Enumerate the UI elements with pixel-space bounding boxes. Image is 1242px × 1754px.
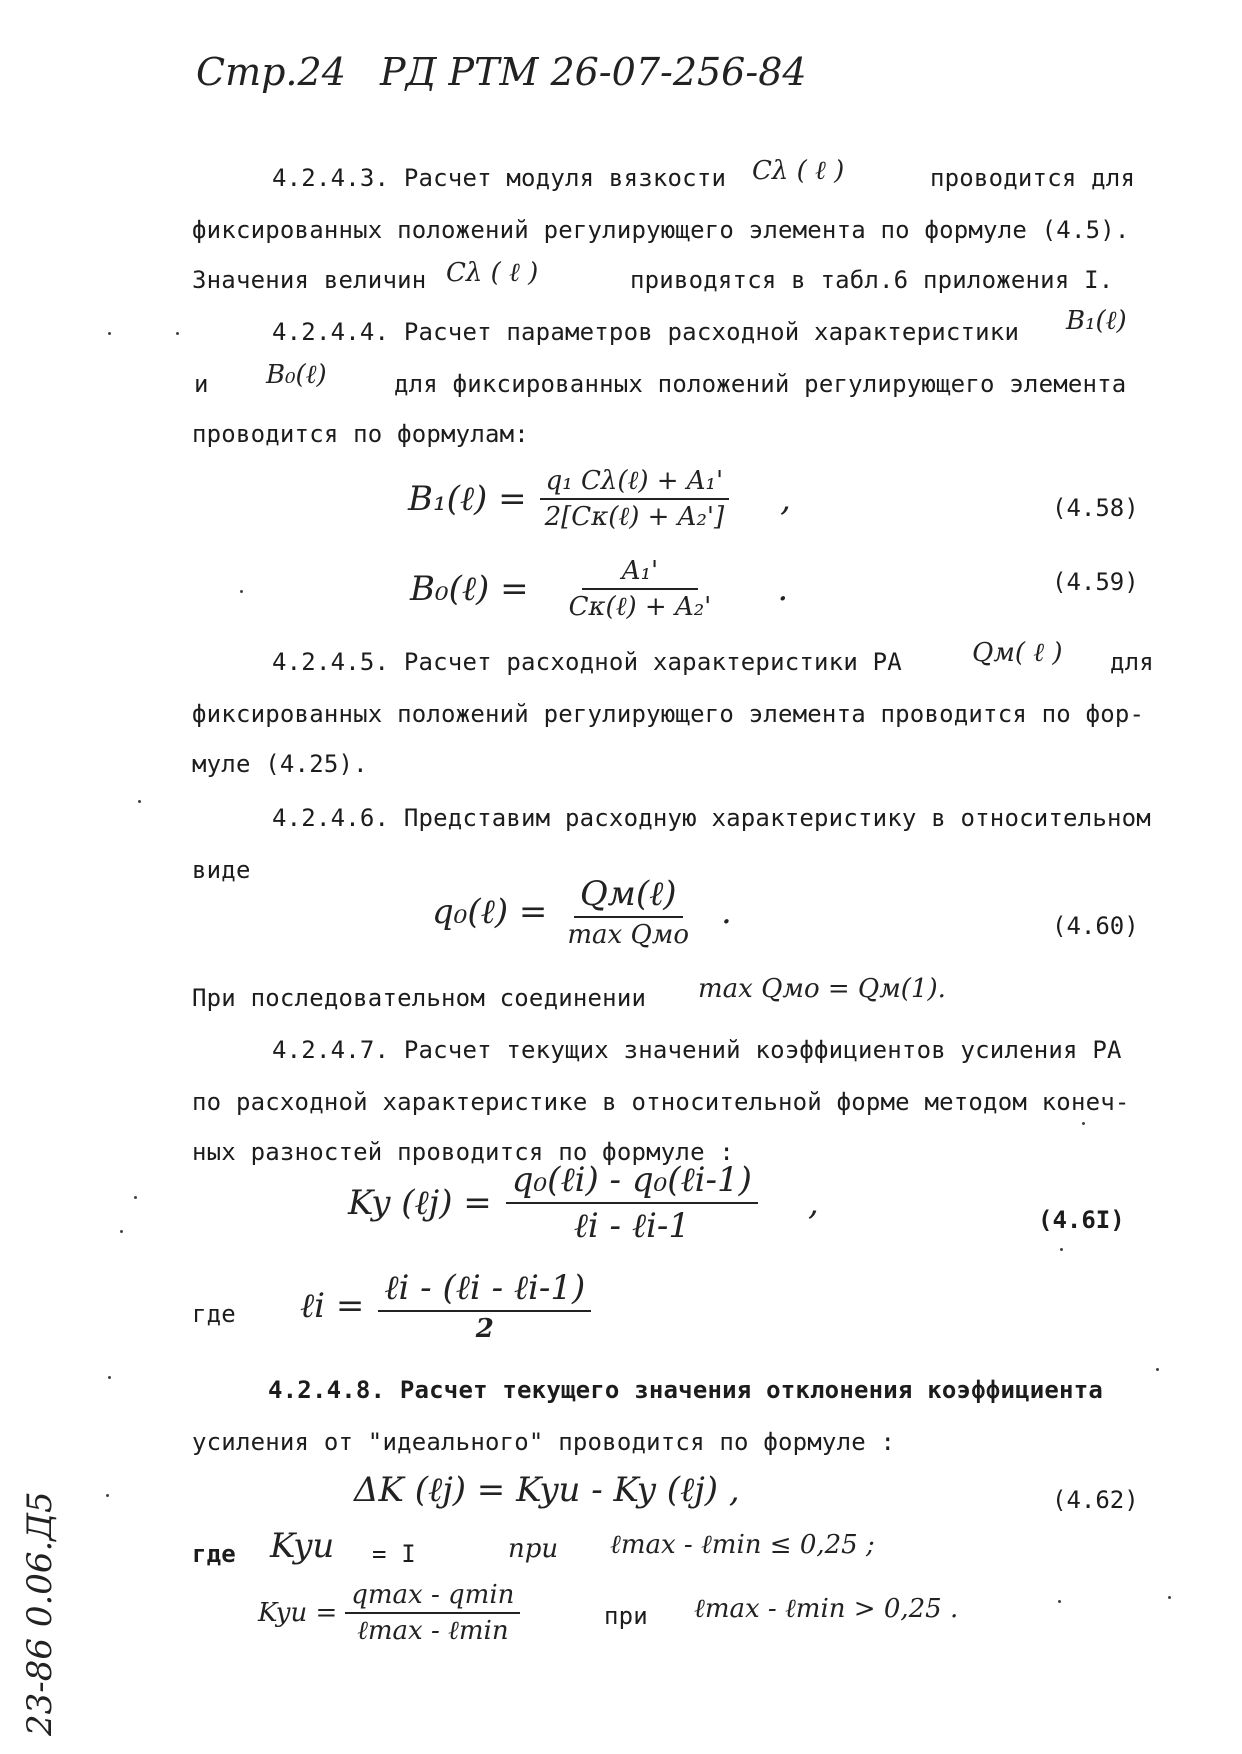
where-label-2: где [192, 1540, 236, 1568]
para-4247-line1: 4.2.4.7. Расчет текущих значений коэффициентов усиления РА [272, 1036, 1122, 1064]
kyu-case1-value: = I [372, 1540, 416, 1568]
formula-li-denominator: 2 [475, 1314, 494, 1344]
formula-4-60 [432, 874, 732, 950]
formula-4-58-fraction [539, 466, 731, 532]
para-4245-line1b: для [1110, 648, 1154, 676]
scan-speck [1060, 1248, 1063, 1251]
scan-speck [108, 1376, 111, 1379]
kyu-case2-when: при [604, 1602, 648, 1630]
formula-4-60-numerator: Qм(ℓ) [574, 874, 683, 918]
equation-number-4-61: (4.6I) [1038, 1206, 1125, 1234]
formula-4-58-denominator: 2[Cκ(ℓ) + A₂'] [544, 502, 725, 532]
scan-speck [240, 590, 243, 593]
kyu-case1-lhs: Kyu [270, 1526, 335, 1566]
formula-4-59-numerator: A₁' [582, 556, 698, 590]
formula-li-lhs: ℓi = [300, 1286, 365, 1326]
equation-number-4-58: (4.58) [1052, 494, 1139, 522]
para-4247-line2: по расходной характеристике в относительной форме методом конеч- [192, 1088, 1130, 1116]
formula-li-numerator: ℓi - (ℓi - ℓi-1) [378, 1268, 591, 1312]
formula-4-58 [408, 466, 791, 532]
formula-4-59-lhs: B₀(ℓ) = [410, 569, 529, 609]
formula-4-62: ΔK (ℓj) = Kyu - Ky (ℓj) , [354, 1470, 740, 1510]
equation-number-4-62: (4.62) [1052, 1486, 1139, 1514]
formula-4-59-denominator: Cκ(ℓ) + A₂' [568, 592, 712, 622]
kyu-case1-condition: ℓmax - ℓmin ≤ 0,25 ; [610, 1530, 875, 1560]
equation-number-4-59: (4.59) [1052, 568, 1139, 596]
para-4245-line2: фиксированных положений регулирующего элемента проводится по фор- [192, 700, 1145, 728]
where-label-1: где [192, 1300, 236, 1328]
formula-4-60-denominator: max Qмо [567, 920, 689, 950]
formula-4-61-fraction [506, 1160, 758, 1246]
scan-speck [134, 1196, 137, 1199]
para-4243-line1a: 4.2.4.3. Расчет модуля вязкости [272, 164, 727, 192]
para-4246-line2: виде [192, 856, 251, 884]
kyu-case2-lhs: Kyu = [258, 1598, 338, 1628]
para-4248-line2: усиления от "идеального" проводится по формуле : [192, 1428, 896, 1456]
kyu-case2-formula [258, 1580, 520, 1646]
viscosity-symbol: Cλ ( ℓ ) [752, 156, 845, 186]
para-4243-line1b: проводится для [930, 164, 1136, 192]
formula-4-61 [348, 1160, 819, 1246]
kyu-case2-condition: ℓmax - ℓmin > 0,25 . [694, 1594, 959, 1624]
formula-4-60-fraction [561, 874, 695, 950]
formula-4-58-lhs: B₁(ℓ) = [408, 479, 527, 519]
para-4244-line3: проводится по формулам: [192, 420, 529, 448]
scan-speck [1156, 1368, 1159, 1371]
para-4244-line2a: и [194, 370, 209, 398]
scan-speck [176, 332, 179, 335]
para-4245-line3: муле (4.25). [192, 750, 368, 778]
para-4245-line1a: 4.2.4.5. Расчет расходной характеристики РА [272, 648, 902, 676]
formula-4-58-comma: , [780, 479, 791, 519]
para-4247-line3: ных разностей проводится по формуле : [192, 1138, 735, 1166]
scan-speck [1082, 1122, 1085, 1125]
para-4243-line2: фиксированных положений регулирующего элемента по формуле (4.5). [192, 216, 1130, 244]
formula-li-midpoint [300, 1268, 591, 1344]
formula-4-61-numerator: q₀(ℓi) - q₀(ℓi-1) [506, 1160, 758, 1204]
formula-4-59-period: . [777, 569, 789, 609]
serial-connection-text: При последовательном соединении [192, 984, 647, 1012]
flow-symbol: Qм( ℓ ) [972, 638, 1063, 668]
kyu-case1-when: при [508, 1534, 559, 1564]
scan-speck [120, 1230, 123, 1233]
margin-handwritten-note: 23-86 0.06.Д5 [20, 1491, 60, 1736]
formula-4-61-comma: , [807, 1183, 819, 1223]
b1-symbol: B₁(ℓ) [1066, 306, 1127, 336]
scan-speck [1168, 1596, 1171, 1599]
para-4243-line3b: приводятся в табл.6 приложения I. [630, 266, 1114, 294]
formula-4-59 [410, 556, 788, 622]
para-4246-line1: 4.2.4.6. Представим расходную характеристику в относительном [272, 804, 1151, 832]
viscosity-symbol-2: Cλ ( ℓ ) [446, 258, 539, 288]
kyu-case2-fraction [345, 1580, 520, 1646]
formula-li-fraction [378, 1268, 591, 1344]
equation-number-4-60: (4.60) [1052, 912, 1139, 940]
serial-connection-formula: max Qмо = Qм(1). [698, 974, 946, 1004]
formula-4-58-numerator: q₁ Cλ(ℓ) + A₁' [540, 466, 729, 500]
scan-speck [108, 332, 111, 335]
formula-4-61-denominator: ℓi - ℓi-1 [573, 1206, 690, 1246]
para-4248-line1: 4.2.4.8. Расчет текущего значения отклонения коэффициента [268, 1376, 1104, 1404]
b0-symbol: B₀(ℓ) [266, 360, 327, 390]
formula-4-60-period: . [721, 892, 732, 932]
formula-4-60-lhs: q₀(ℓ) = [432, 892, 548, 932]
scan-speck [138, 800, 141, 803]
para-4244-line1a: 4.2.4.4. Расчет параметров расходной характеристики [272, 318, 1020, 346]
kyu-case2-denominator: ℓmax - ℓmin [357, 1616, 509, 1646]
scan-speck [106, 1494, 109, 1497]
para-4243-line3a: Значения величин [192, 266, 427, 294]
document-code: РД РТМ 26-07-256-84 [380, 50, 807, 94]
kyu-case2-numerator: qmax - qmin [345, 1580, 520, 1614]
para-4244-line2b: для фиксированных положений регулирующего элемента [394, 370, 1127, 398]
formula-4-59-fraction [563, 556, 718, 622]
formula-4-61-lhs: Ky (ℓj) = [348, 1183, 492, 1223]
scan-speck [1058, 1600, 1061, 1603]
page-label: Стр.24 [196, 50, 346, 94]
